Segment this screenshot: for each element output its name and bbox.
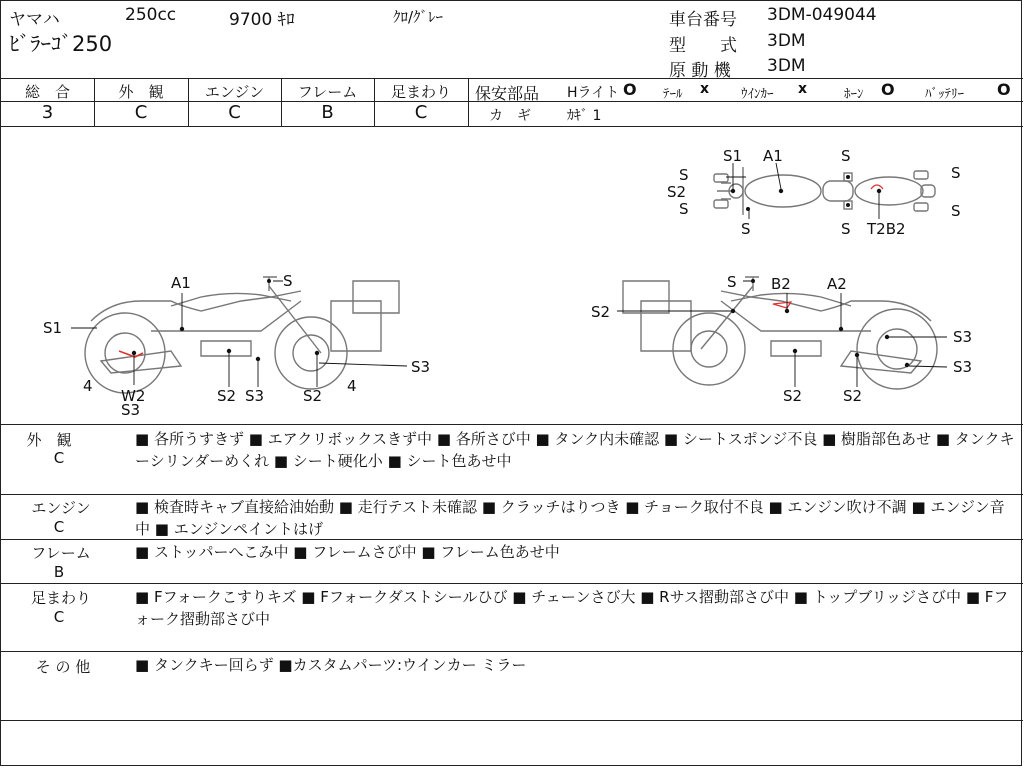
other-section-text: ■ タンクキー回らず ■カスタムパーツ:ウインカー ミラー bbox=[135, 656, 527, 674]
frame-section-grade: B bbox=[53, 563, 65, 581]
svg-text:S3: S3 bbox=[121, 401, 141, 419]
svg-text:4: 4 bbox=[83, 377, 93, 395]
svg-text:S: S bbox=[679, 200, 689, 218]
engine-model-label: 原 動 機 bbox=[669, 61, 731, 81]
battery-label: ﾊﾞｯﾃﾘｰ bbox=[925, 87, 964, 102]
damage-diagram bbox=[1, 127, 1021, 423]
winker-label: ｳｲﾝｶｰ bbox=[741, 87, 774, 102]
grade-frame-label: フレーム bbox=[297, 83, 358, 101]
headlight-mark: O bbox=[623, 80, 637, 99]
svg-text:S2: S2 bbox=[667, 183, 687, 201]
color-text: ｸﾛ/ｸﾞﾚｰ bbox=[393, 8, 444, 26]
svg-text:S: S bbox=[283, 272, 293, 290]
grade-suspension-value: C bbox=[414, 102, 428, 123]
horn-mark: O bbox=[881, 80, 895, 99]
svg-text:S2: S2 bbox=[843, 387, 863, 405]
key-label: カ ギ bbox=[489, 108, 531, 124]
winker-mark: x bbox=[798, 81, 808, 97]
suspension-section-grade: C bbox=[53, 608, 65, 626]
svg-text:S3: S3 bbox=[245, 387, 265, 405]
svg-text:S2: S2 bbox=[783, 387, 803, 405]
grade-engine-value: C bbox=[228, 102, 241, 123]
grade-frame-value: B bbox=[321, 102, 334, 123]
grade-total-label: 総 合 bbox=[24, 83, 70, 101]
left-view-bike bbox=[85, 277, 399, 393]
type-value: 3DM bbox=[767, 31, 806, 51]
frame-section-label: フレーム bbox=[31, 544, 91, 562]
grade-exterior-label: 外 観 bbox=[118, 83, 164, 101]
exterior-section-grade: C bbox=[53, 449, 65, 467]
divider bbox=[1, 78, 1023, 79]
displacement-text: 250cc bbox=[125, 5, 177, 25]
maker-text: ヤマハ bbox=[9, 10, 60, 30]
grade-engine-label: エンジン bbox=[204, 83, 265, 101]
exterior-section-label: 外 観 bbox=[26, 431, 72, 449]
mileage-text: 9700 ｷﾛ bbox=[229, 10, 295, 30]
top-view-labels bbox=[667, 147, 961, 238]
svg-text:S: S bbox=[741, 220, 751, 238]
grade-total-value: 3 bbox=[41, 102, 54, 123]
right-view-bike bbox=[623, 277, 937, 389]
type-label: 型 式 bbox=[669, 36, 737, 56]
svg-text:S: S bbox=[841, 147, 851, 165]
svg-text:T2B2: T2B2 bbox=[867, 220, 906, 238]
svg-text:S3: S3 bbox=[953, 358, 973, 376]
grade-suspension-label: 足まわり bbox=[390, 83, 451, 101]
taillight-label: ﾃｰﾙ bbox=[663, 87, 683, 102]
svg-text:A1: A1 bbox=[171, 274, 191, 292]
svg-text:S1: S1 bbox=[723, 147, 743, 165]
svg-text:A2: A2 bbox=[827, 275, 847, 293]
safety-parts-label: 保安部品 bbox=[475, 84, 540, 103]
svg-text:S2: S2 bbox=[591, 303, 611, 321]
engine-section-label: エンジン bbox=[31, 499, 91, 517]
taillight-mark: x bbox=[700, 81, 710, 97]
svg-text:S: S bbox=[951, 202, 961, 220]
svg-text:S3: S3 bbox=[953, 328, 973, 346]
engine-section-text: ■ 検査時キャブ直接給油始動 ■ 走行テスト未確認 ■ クラッチはりつき ■ チョーク取付不良 ■ エンジン吹け不調 ■ エンジン音中 ■ エンジンペイントはげ bbox=[135, 498, 1005, 538]
svg-text:S3: S3 bbox=[411, 358, 431, 376]
headlight-label: Hライト bbox=[567, 85, 620, 101]
svg-text:S1: S1 bbox=[43, 319, 63, 337]
svg-text:S: S bbox=[727, 273, 737, 291]
horn-label: ﾎｰﾝ bbox=[844, 87, 864, 102]
svg-text:S2: S2 bbox=[217, 387, 237, 405]
frame-section-text: ■ ストッパーへこみ中 ■ フレームさび中 ■ フレーム色あせ中 bbox=[135, 543, 560, 561]
frame-no-value: 3DM-049044 bbox=[767, 5, 877, 25]
svg-text:B2: B2 bbox=[771, 275, 791, 293]
suspension-section-text: ■ Fフォークこすりキズ ■ Fフォークダストシールひび ■ チェーンさび大 ■ Rサス摺動部さび中 ■ トップブリッジさび中 ■ Fフォーク摺動部さび中 bbox=[135, 588, 1009, 628]
battery-mark: O bbox=[997, 80, 1011, 99]
suspension-section-label: 足まわり bbox=[30, 589, 91, 607]
frame-no-label: 車台番号 bbox=[669, 10, 737, 30]
svg-text:4: 4 bbox=[347, 377, 357, 395]
svg-text:S: S bbox=[951, 164, 961, 182]
svg-text:W2: W2 bbox=[121, 387, 146, 405]
engine-section-grade: C bbox=[53, 518, 65, 536]
svg-text:S: S bbox=[679, 166, 689, 184]
svg-text:A1: A1 bbox=[763, 147, 783, 165]
svg-text:S: S bbox=[841, 220, 851, 238]
exterior-section-text: ■ 各所うすきず ■ エアクリボックスきず中 ■ 各所さび中 ■ タンク内未確認 ■ シートスポンジ不良 ■ 樹脂部色あせ ■ タンクキーシリンダーめくれ ■ シート硬化小 ■ シート色あせ中 bbox=[135, 430, 1015, 470]
grade-exterior-value: C bbox=[134, 102, 148, 123]
engine-model-value: 3DM bbox=[767, 56, 806, 76]
other-section-label: そ の 他 bbox=[35, 658, 91, 676]
model-name: ﾋﾞﾗｰｺﾞ250 bbox=[9, 32, 113, 56]
svg-text:S2: S2 bbox=[303, 387, 323, 405]
key-value: ｶｷﾞ 1 bbox=[567, 108, 602, 124]
